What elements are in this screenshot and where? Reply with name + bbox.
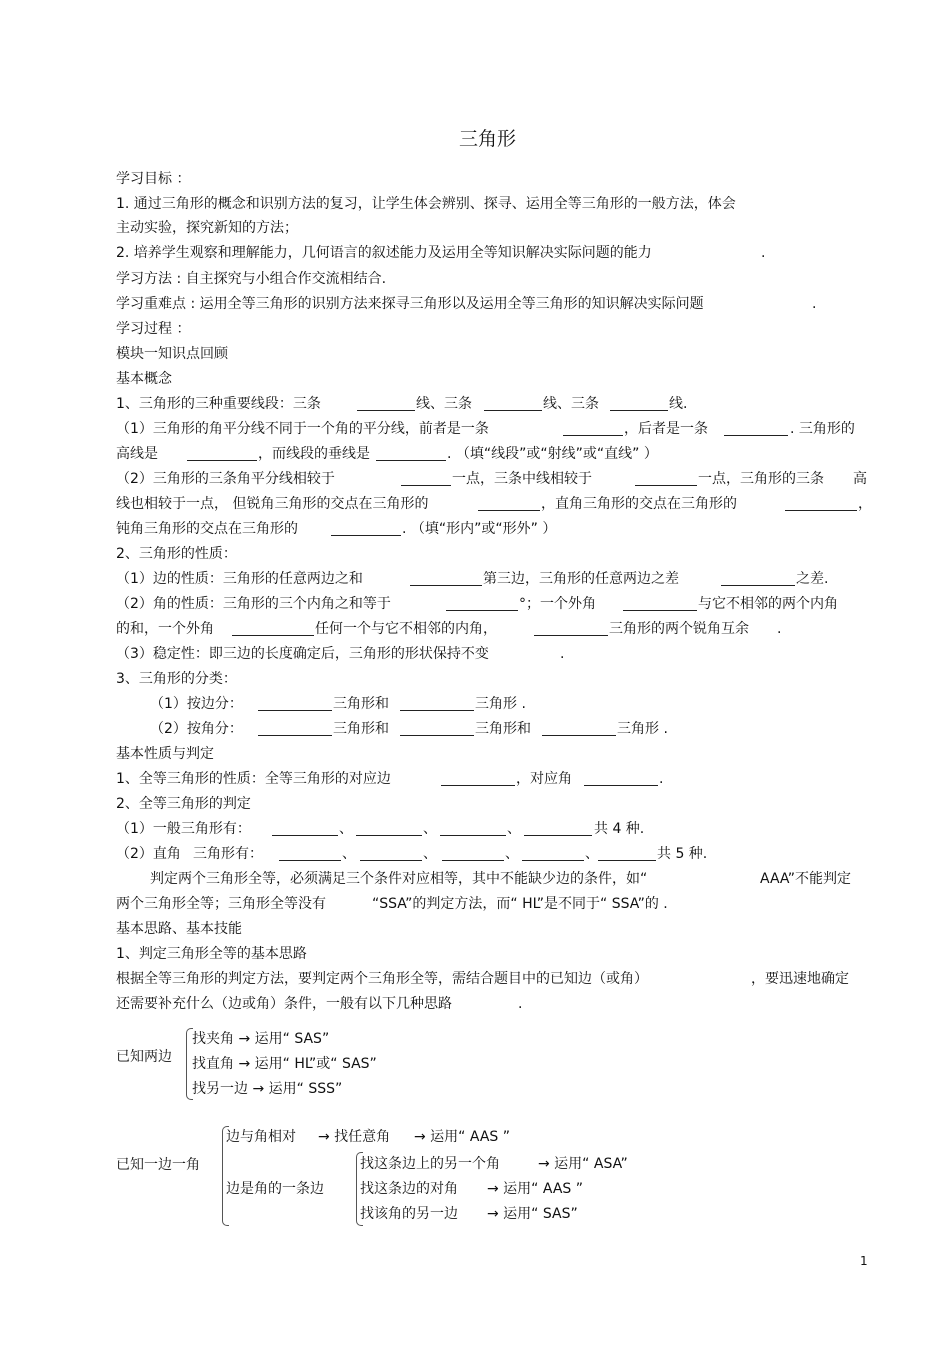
- thinking-heading: 1、判定三角形全等的基本思路: [116, 946, 307, 962]
- right-criteria: 、: [342, 846, 356, 862]
- angle-property: 与它不相邻的两个内角: [698, 596, 838, 612]
- concurrency-text: 线也相较于一点， 但锐角三角形的交点在三角形的: [116, 496, 429, 512]
- blank-line: [357, 410, 415, 411]
- blank-line: [356, 835, 422, 836]
- blank-line: [376, 460, 446, 461]
- congruent-property: ，对应角: [516, 771, 572, 787]
- goal-2: 2. 培养学生观察和理解能力，几何语言的叙述能力及运用全等知识解决实际问题的能力: [116, 245, 652, 261]
- by-angles: 三角形 .: [617, 721, 668, 737]
- blank-line: [400, 735, 474, 736]
- blank-line: [785, 510, 857, 511]
- module-one-heading: 模块一知识点回顾: [116, 346, 228, 362]
- blank-line: [534, 635, 608, 636]
- congruence-criteria-heading: 2、全等三角形的判定: [116, 796, 251, 812]
- angle-property: 三角形的两个锐角互余: [609, 621, 749, 637]
- thinking-text: 根据全等三角形的判定方法，要判定两个三角形全等，需结合题目中的已知边（或角）: [116, 971, 648, 987]
- right-criteria: （2）直角: [116, 846, 181, 862]
- blank-line: [522, 860, 584, 861]
- page-number: 1: [860, 1254, 868, 1268]
- blank-line: [410, 585, 482, 586]
- congruent-property: 1、全等三角形的性质：全等三角形的对应边: [116, 771, 391, 787]
- adjacent-option: 找这条边的对角: [360, 1181, 458, 1197]
- thinking-period: .: [518, 996, 523, 1012]
- basic-concepts-heading: 基本概念: [116, 371, 172, 387]
- adjacent-option: → 运用“ AAS ”: [487, 1181, 584, 1197]
- side-angle-option: 边与角相对: [226, 1129, 296, 1145]
- concurrency-text: . （填“形内”或“形外” ）: [402, 521, 557, 537]
- blank-line: [401, 485, 451, 486]
- segments-text: 1、三角形的三种重要线段：三条: [116, 396, 321, 412]
- stability-period: .: [560, 646, 565, 662]
- angle-property: 的和，一个外角: [116, 621, 214, 637]
- adjacent-option: 找该角的另一边: [360, 1206, 458, 1222]
- blank-line: [360, 860, 422, 861]
- angle-property: （2）角的性质：三角形的三个内角之和等于: [116, 596, 391, 612]
- classification-heading: 3、三角形的分类：: [116, 671, 237, 687]
- page-title: 三角形: [459, 128, 517, 150]
- right-criteria: 三角形有：: [193, 846, 263, 862]
- general-criteria: 、: [423, 821, 437, 837]
- learning-goals-heading: 学习目标 ：: [116, 171, 191, 187]
- by-angles: （2）按角分：: [150, 721, 243, 737]
- blank-line: [440, 835, 506, 836]
- blank-line: [187, 460, 257, 461]
- side-angle-option: 边是角的一条边: [226, 1181, 324, 1197]
- adjacent-option: → 运用“ ASA”: [538, 1156, 628, 1172]
- blank-line: [721, 585, 795, 586]
- goal-1-line-1: 1. 通过三角形的概念和识别方法的复习，让学生体会辨别、探寻、运用全等三角形的一般方法，体会: [116, 196, 736, 212]
- concurrency-text: ，直角三角形的交点在三角形的: [541, 496, 737, 512]
- blank-line: [279, 860, 341, 861]
- properties-criteria-heading: 基本性质与判定: [116, 746, 214, 762]
- blank-line: [442, 860, 504, 861]
- right-criteria: 、: [423, 846, 437, 862]
- blank-line: [484, 410, 542, 411]
- concurrency-text: （2）三角形的三条角平分线相较于: [116, 471, 335, 487]
- blank-line: [232, 635, 314, 636]
- altitude-text: . （填“线段”或“射线”或“直线” ）: [447, 446, 658, 462]
- concurrency-text: 高: [853, 471, 867, 487]
- angle-property: °；一个外角: [519, 596, 596, 612]
- general-criteria: （1）一般三角形有：: [116, 821, 251, 837]
- blank-line: [524, 835, 592, 836]
- key-difficulty: 学习重难点 : 运用全等三角形的识别方法来探寻三角形以及运用全等三角形的知识解决实际问题: [116, 296, 704, 312]
- right-criteria: 共 5 种.: [657, 846, 708, 862]
- stability-property: （3）稳定性：即三边的长度确定后，三角形的形状保持不变: [116, 646, 489, 662]
- side-property: 之差.: [796, 571, 829, 587]
- thinking-text: ，要迅速地确定: [751, 971, 849, 987]
- general-criteria: 、: [507, 821, 521, 837]
- altitude-text: 高线是: [116, 446, 158, 462]
- concurrency-text: 一点，三条中线相较于: [452, 471, 592, 487]
- blank-line: [542, 735, 616, 736]
- blank-line: [584, 785, 658, 786]
- angle-bisector-text: （1）三角形的角平分线不同于一个角的平分线，前者是一条: [116, 421, 489, 437]
- criteria-note: AAA”不能判定: [760, 871, 852, 887]
- criteria-note: 两个三角形全等；三角形全等没有: [116, 896, 326, 912]
- adjacent-option: 找这条边上的另一个角: [360, 1156, 500, 1172]
- thinking-skills-heading: 基本思路、基本技能: [116, 921, 242, 937]
- by-angles: 三角形和: [475, 721, 531, 737]
- blank-line: [610, 410, 668, 411]
- side-angle-known: 已知一边一角: [116, 1157, 200, 1173]
- angle-property: 任何一个与它不相邻的内角，: [315, 621, 497, 637]
- blank-line: [400, 710, 474, 711]
- thinking-text: 还需要补充什么（边或角）条件，一般有以下几种思路: [116, 996, 452, 1012]
- congruent-property-period: .: [659, 771, 664, 787]
- concurrency-text: 钝角三角形的交点在三角形的: [116, 521, 298, 537]
- key-difficulty-period: .: [812, 296, 817, 312]
- side-angle-option: → 运用“ AAS ”: [414, 1129, 511, 1145]
- blank-line: [478, 510, 540, 511]
- blank-line: [724, 435, 788, 436]
- segments-text: 线、三条: [416, 396, 472, 412]
- by-sides: 三角形 .: [475, 696, 526, 712]
- by-sides: （1）按边分：: [150, 696, 243, 712]
- properties-heading: 2、三角形的性质：: [116, 546, 237, 562]
- learning-process-heading: 学习过程 ：: [116, 321, 191, 337]
- right-criteria: 、: [505, 846, 519, 862]
- angle-property-period: .: [777, 621, 782, 637]
- blank-line: [331, 535, 401, 536]
- two-sides-option: 找夹角 → 运用“ SAS”: [192, 1031, 330, 1047]
- criteria-note: 判定两个三角形全等，必须满足三个条件对应相等，其中不能缺少边的条件，如“: [150, 871, 648, 887]
- criteria-note: “SSA”的判定方法，而“ HL”是不同于“ SSA”的 .: [372, 896, 668, 912]
- segments-text: 线.: [669, 396, 688, 412]
- by-sides: 三角形和: [333, 696, 389, 712]
- goal-1-line-2: 主动实验，探究新知的方法；: [116, 220, 298, 236]
- two-sides-option: 找另一边 → 运用“ SSS”: [192, 1081, 343, 1097]
- goal-2-period: .: [761, 245, 766, 261]
- side-angle-option: → 找任意角: [318, 1129, 391, 1145]
- altitude-text: ，而线段的垂线是: [258, 446, 370, 462]
- angle-bisector-text: . 三角形的: [790, 421, 855, 437]
- blank-line: [598, 860, 656, 861]
- blank-line: [272, 835, 338, 836]
- by-angles: 三角形和: [333, 721, 389, 737]
- right-criteria: 、: [585, 846, 599, 862]
- blank-line: [258, 735, 332, 736]
- general-criteria: 、: [339, 821, 353, 837]
- two-sides-option: 找直角 → 运用“ HL”或“ SAS”: [192, 1056, 377, 1072]
- concurrency-text: 一点，三角形的三条: [698, 471, 824, 487]
- general-criteria: 共 4 种.: [594, 821, 645, 837]
- blank-line: [623, 610, 697, 611]
- two-sides-known: 已知两边: [116, 1049, 172, 1065]
- blank-line: [563, 435, 623, 436]
- concurrency-text: ，: [858, 496, 872, 512]
- blank-line: [258, 710, 332, 711]
- blank-line: [635, 485, 697, 486]
- segments-text: 线、三条: [543, 396, 599, 412]
- blank-line: [446, 610, 518, 611]
- side-property: 第三边，三角形的任意两边之差: [483, 571, 679, 587]
- adjacent-option: → 运用“ SAS”: [487, 1206, 578, 1222]
- blank-line: [441, 785, 515, 786]
- learning-method: 学习方法 : 自主探究与小组合作交流相结合.: [116, 271, 387, 287]
- angle-bisector-text: ，后者是一条: [624, 421, 708, 437]
- side-property: （1）边的性质：三角形的任意两边之和: [116, 571, 363, 587]
